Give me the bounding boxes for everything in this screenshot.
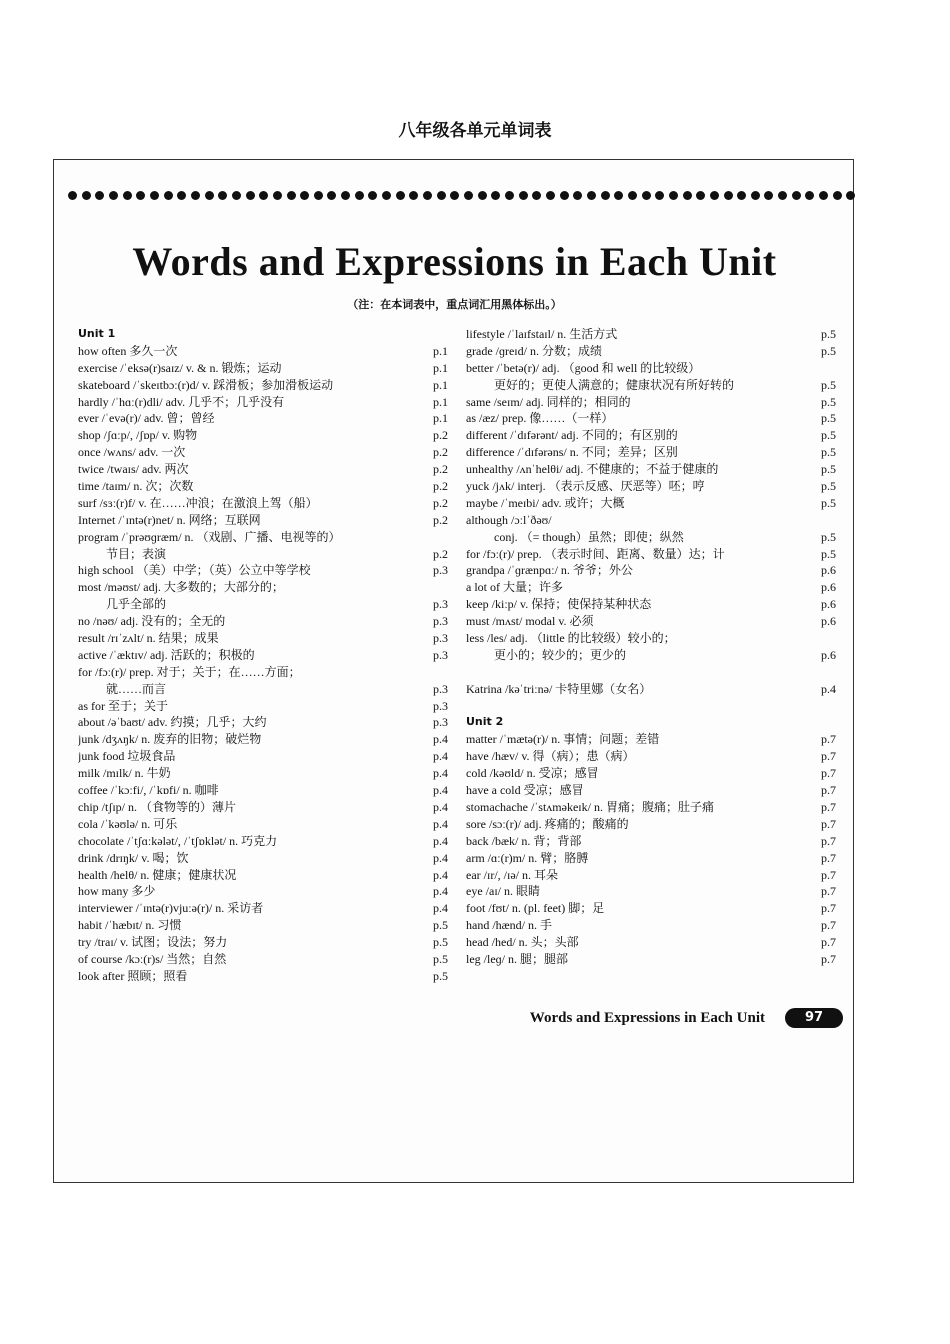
entry-page: p.2	[433, 479, 448, 494]
border-dot	[546, 191, 555, 200]
word-entry	[466, 613, 836, 630]
border-dot	[164, 191, 173, 200]
entry-text: leg /leɡ/ n. 腿；腿部	[466, 951, 568, 966]
entry-page: p.5	[821, 462, 836, 477]
entry-text: ear /ɪr/, /ɪə/ n. 耳朵	[466, 867, 558, 882]
border-dot	[150, 191, 159, 200]
border-dot	[382, 191, 391, 200]
entry-page: p.4	[433, 799, 448, 814]
entry-page: p.1	[433, 411, 448, 426]
word-entry	[78, 444, 448, 461]
border-dot	[560, 191, 569, 200]
word-entry	[78, 782, 448, 799]
entry-text: about /əˈbaʊt/ adv. 约摸；几乎；大约	[78, 715, 267, 730]
word-entry	[78, 765, 448, 782]
entry-text: program /ˈprəʊɡræm/ n. （戏剧、广播、电视等的）	[78, 529, 341, 544]
entry-text: result /rɪˈzʌlt/ n. 结果；成果	[78, 631, 219, 646]
border-dot	[396, 191, 405, 200]
border-dot	[696, 191, 705, 200]
border-dot	[573, 191, 582, 200]
entry-text: health /helθ/ n. 健康；健康状况	[78, 867, 237, 882]
word-entry	[78, 934, 448, 951]
entry-page: p.6	[821, 580, 836, 595]
entry-text: junk food 垃圾食品	[78, 749, 176, 764]
entry-text: 就……而言	[106, 681, 167, 696]
border-dot	[123, 191, 132, 200]
entry-text: 更小的；较少的；更少的	[494, 647, 627, 662]
scanned-page	[53, 159, 854, 1183]
border-dot	[177, 191, 186, 200]
entry-text: high school （美）中学；（英）公立中等学校	[78, 563, 311, 578]
footer-label: Words and Expressions in Each Unit	[529, 1010, 765, 1026]
entry-page: p.2	[433, 546, 448, 561]
entry-page: p.5	[433, 935, 448, 950]
word-entry	[466, 883, 836, 900]
entry-text: same /seɪm/ adj. 同样的；相同的	[466, 394, 631, 409]
right-word-column	[466, 326, 836, 968]
entry-text: chocolate /ˈtʃɑːkələt/, /ˈtʃɒklət/ n. 巧克力	[78, 833, 278, 848]
entry-text: habit /ˈhæbɪt/ n. 习惯	[78, 918, 182, 933]
word-entry	[466, 326, 836, 343]
entry-page: p.2	[433, 462, 448, 477]
entry-text: surf /sɜː(r)f/ v. 在……冲浪；在激浪上驾（船）	[78, 495, 318, 510]
entry-page: p.5	[821, 495, 836, 510]
word-entry	[78, 427, 448, 444]
border-dot	[68, 191, 77, 200]
word-entry	[466, 681, 836, 698]
entry-text: arm /ɑː(r)m/ n. 臂；胳膊	[466, 850, 589, 865]
entry-text: yuck /jʌk/ interj. （表示反感、厌恶等）呸；哼	[466, 479, 705, 494]
entry-page: p.4	[821, 681, 836, 696]
spacer	[466, 664, 836, 681]
border-dot	[82, 191, 91, 200]
border-dot	[764, 191, 773, 200]
unit-heading	[466, 714, 836, 731]
border-dot	[259, 191, 268, 200]
entry-text: time /taɪm/ n. 次；次数	[78, 479, 194, 494]
word-entry	[466, 782, 836, 799]
border-dot	[218, 191, 227, 200]
border-dot	[819, 191, 828, 200]
entry-text: better /ˈbetə(r)/ adj. （good 和 well 的比较级）	[466, 360, 701, 375]
entry-text: 更好的；更使人满意的；健康状况有所好转的	[494, 377, 735, 392]
border-dot	[287, 191, 296, 200]
entry-text: unhealthy /ʌnˈhelθi/ adj. 不健康的；不益于健康的	[466, 462, 719, 477]
entry-text: eye /aɪ/ n. 眼睛	[466, 884, 540, 899]
word-entry	[466, 799, 836, 816]
page-number-badge: 97	[785, 1008, 843, 1028]
entry-text: less /les/ adj. （little 的比较级）较小的；	[466, 631, 676, 646]
entry-page: p.7	[821, 732, 836, 747]
entry-page: p.1	[433, 394, 448, 409]
word-entry	[466, 512, 836, 529]
word-entry	[466, 529, 836, 546]
border-dot	[532, 191, 541, 200]
entry-page: p.7	[821, 901, 836, 916]
entry-text: keep /kiːp/ v. 保持；使保持某种状态	[466, 597, 652, 612]
border-dot	[737, 191, 746, 200]
entry-text: Internet /ˈɪntə(r)net/ n. 网络；互联网	[78, 512, 261, 527]
border-dot	[642, 191, 651, 200]
border-dot	[601, 191, 610, 200]
word-entry	[78, 461, 448, 478]
word-entry	[78, 917, 448, 934]
entry-page: p.7	[821, 749, 836, 764]
left-word-column	[78, 326, 448, 985]
entry-text: back /bæk/ n. 背；背部	[466, 833, 582, 848]
border-dot	[669, 191, 678, 200]
entry-page: p.7	[821, 783, 836, 798]
entry-text: as for 至于；关于	[78, 698, 168, 713]
entry-text: how often 多久一次	[78, 343, 178, 358]
entry-page: p.5	[821, 377, 836, 392]
word-entry	[78, 579, 448, 596]
word-entry	[466, 444, 836, 461]
entry-page: p.3	[433, 597, 448, 612]
entry-page: p.2	[433, 445, 448, 460]
entry-text: once /wʌns/ adv. 一次	[78, 445, 186, 460]
entry-text: cold /kəʊld/ n. 受凉；感冒	[466, 766, 599, 781]
word-entry	[466, 647, 836, 664]
entry-text: try /traɪ/ v. 试图；设法；努力	[78, 935, 228, 950]
entry-page: p.3	[433, 681, 448, 696]
entry-page: p.7	[821, 884, 836, 899]
entry-page: p.4	[433, 749, 448, 764]
entry-page: p.2	[433, 428, 448, 443]
entry-page: p.7	[821, 766, 836, 781]
word-entry	[466, 900, 836, 917]
border-dot	[327, 191, 336, 200]
entry-text: foot /fʊt/ n. (pl. feet) 脚；足	[466, 901, 605, 916]
word-entry	[78, 410, 448, 427]
word-entry	[78, 512, 448, 529]
border-dot	[300, 191, 309, 200]
entry-text: how many 多少	[78, 884, 156, 899]
entry-page: p.7	[821, 816, 836, 831]
entry-text: milk /mɪlk/ n. 牛奶	[78, 766, 171, 781]
word-entry	[466, 360, 836, 377]
entry-page: p.4	[433, 783, 448, 798]
entry-text: grandpa /ˈɡrænpɑː/ n. 爷爷；外公	[466, 563, 633, 578]
entry-text: sore /sɔː(r)/ adj. 疼痛的；酸痛的	[466, 816, 629, 831]
word-entry	[78, 394, 448, 411]
entry-text: hand /hænd/ n. 手	[466, 918, 552, 933]
word-entry	[78, 850, 448, 867]
entry-text: drink /drɪŋk/ v. 喝；饮	[78, 850, 189, 865]
border-dot	[683, 191, 692, 200]
entry-page: p.7	[821, 935, 836, 950]
word-entry	[466, 917, 836, 934]
entry-page: p.7	[821, 951, 836, 966]
border-dot	[246, 191, 255, 200]
border-dot	[614, 191, 623, 200]
entry-page: p.7	[821, 799, 836, 814]
border-dot	[355, 191, 364, 200]
entry-text: junk /dʒʌŋk/ n. 废弃的旧物；破烂物	[78, 732, 262, 747]
entry-page: p.7	[821, 918, 836, 933]
entry-text: Unit 1	[78, 327, 116, 340]
border-dot	[368, 191, 377, 200]
entry-text: of course /kɔː(r)s/ 当然；自然	[78, 951, 227, 966]
entry-page: p.4	[433, 816, 448, 831]
border-dot	[587, 191, 596, 200]
word-entry	[466, 394, 836, 411]
word-entry	[78, 360, 448, 377]
entry-text: ever /ˈevə(r)/ adv. 曾；曾经	[78, 411, 215, 426]
word-entry	[78, 883, 448, 900]
entry-text: for /fɔː(r)/ prep. （表示时间、距离、数量）达；计	[466, 546, 725, 561]
word-entry	[466, 546, 836, 563]
entry-page: p.3	[433, 647, 448, 662]
entry-text: have a cold 受凉；感冒	[466, 783, 584, 798]
entry-page: p.5	[821, 394, 836, 409]
word-entry	[78, 698, 448, 715]
word-entry	[466, 951, 836, 968]
entry-text: most /məʊst/ adj. 大多数的；大部分的；	[78, 580, 284, 595]
entry-page: p.5	[821, 546, 836, 561]
border-dot	[655, 191, 664, 200]
entry-text: different /ˈdɪfərənt/ adj. 不同的；有区别的	[466, 428, 678, 443]
word-entry	[78, 714, 448, 731]
entry-page: p.4	[433, 766, 448, 781]
word-entry	[466, 816, 836, 833]
word-entry	[466, 833, 836, 850]
entry-text: for /fɔː(r)/ prep. 对于；关于；在……方面；	[78, 664, 301, 679]
entry-text: cola /ˈkəʊlə/ n. 可乐	[78, 816, 178, 831]
entry-page: p.6	[821, 647, 836, 662]
entry-page: p.2	[433, 495, 448, 510]
entry-text: Unit 2	[466, 715, 504, 729]
entry-text: a lot of 大量；许多	[466, 580, 563, 595]
word-entry	[466, 579, 836, 596]
word-entry	[466, 377, 836, 394]
word-entry	[466, 867, 836, 884]
entry-page: p.6	[821, 597, 836, 612]
entry-text: although /ɔːlˈðəʊ/	[466, 512, 552, 527]
border-dot	[833, 191, 842, 200]
word-entry	[78, 951, 448, 968]
entry-page: p.2	[433, 512, 448, 527]
entry-text: stomachache /ˈstʌməkeɪk/ n. 胃痛；腹痛；肚子痛	[466, 799, 714, 814]
word-entry	[78, 799, 448, 816]
word-entry	[78, 596, 448, 613]
word-entry	[78, 681, 448, 698]
border-dot	[628, 191, 637, 200]
word-entry	[466, 934, 836, 951]
word-entry	[78, 900, 448, 917]
word-entry	[78, 495, 448, 512]
word-entry	[466, 562, 836, 579]
entry-page: p.3	[433, 715, 448, 730]
word-entry	[78, 343, 448, 360]
entry-text: coffee /ˈkɔːfi/, /ˈkɒfi/ n. 咖啡	[78, 783, 219, 798]
heading-note: （注：在本词表中，重点词汇用黑体标出。）	[347, 298, 562, 311]
entry-page: p.7	[821, 833, 836, 848]
border-dot	[314, 191, 323, 200]
page-heading: Words and Expressions in Each Unit	[132, 239, 777, 284]
border-dot	[409, 191, 418, 200]
entry-text: Katrina /kəˈtriːnə/ 卡特里娜（女名）	[466, 681, 652, 696]
document-title: 八年级各单元单词表	[398, 121, 552, 141]
entry-page: p.6	[821, 614, 836, 629]
border-dot	[464, 191, 473, 200]
entry-text: conj. （= though）虽然；即使；纵然	[494, 529, 684, 544]
entry-page: p.6	[821, 563, 836, 578]
entry-text: no /nəʊ/ adj. 没有的；全无的	[78, 614, 226, 629]
border-dot	[710, 191, 719, 200]
entry-page: p.3	[433, 563, 448, 578]
word-entry	[466, 461, 836, 478]
word-entry	[78, 833, 448, 850]
word-entry	[466, 748, 836, 765]
word-entry	[78, 647, 448, 664]
word-entry	[78, 968, 448, 985]
entry-text: twice /twaɪs/ adv. 两次	[78, 462, 189, 477]
border-dot	[191, 191, 200, 200]
entry-text: maybe /ˈmeɪbi/ adv. 或许；大概	[466, 495, 625, 510]
border-dot	[805, 191, 814, 200]
entry-page: p.1	[433, 343, 448, 358]
border-dot	[724, 191, 733, 200]
word-entry	[78, 377, 448, 394]
border-dot	[136, 191, 145, 200]
entry-page: p.3	[433, 698, 448, 713]
word-entry	[78, 816, 448, 833]
border-dot	[778, 191, 787, 200]
entry-text: exercise /ˈeksə(r)saɪz/ v. & n. 锻炼；运动	[78, 360, 282, 375]
entry-text: as /æz/ prep. 像……（一样）	[466, 411, 614, 426]
entry-text: hardly /ˈhɑː(r)dli/ adv. 几乎不；几乎没有	[78, 394, 285, 409]
entry-page: p.4	[433, 867, 448, 882]
word-entry	[466, 495, 836, 512]
entry-text: difference /ˈdɪfərəns/ n. 不同；差异；区别	[466, 445, 678, 460]
word-entry	[466, 343, 836, 360]
border-dot	[751, 191, 760, 200]
entry-text: skateboard /ˈskeɪtbɔː(r)d/ v. 踩滑板；参加滑板运动	[78, 377, 334, 392]
page-footer	[54, 1008, 855, 1030]
border-dot	[341, 191, 350, 200]
entry-page: p.5	[821, 529, 836, 544]
entry-page: p.4	[433, 833, 448, 848]
entry-text: interviewer /ˈɪntə(r)vjuːə(r)/ n. 采访者	[78, 901, 264, 916]
border-dot	[95, 191, 104, 200]
word-entry	[78, 478, 448, 495]
entry-page: p.5	[821, 445, 836, 460]
entry-text: matter /ˈmætə(r)/ n. 事情；问题；差错	[466, 732, 660, 747]
word-entry	[466, 478, 836, 495]
entry-page: p.4	[433, 884, 448, 899]
dotted-border	[68, 184, 856, 206]
border-dot	[792, 191, 801, 200]
entry-text: 几乎全部的	[106, 597, 167, 612]
entry-text: must /mʌst/ modal v. 必须	[466, 614, 594, 629]
entry-page: p.4	[433, 850, 448, 865]
entry-page: p.1	[433, 360, 448, 375]
border-dot	[273, 191, 282, 200]
entry-page: p.5	[433, 968, 448, 983]
border-dot	[519, 191, 528, 200]
word-entry	[466, 850, 836, 867]
entry-page: p.1	[433, 377, 448, 392]
word-entry	[78, 748, 448, 765]
border-dot	[423, 191, 432, 200]
entry-text: grade /ɡreɪd/ n. 分数；成绩	[466, 343, 602, 358]
word-entry	[78, 529, 448, 546]
word-entry	[466, 427, 836, 444]
entry-page: p.5	[821, 343, 836, 358]
border-dot	[437, 191, 446, 200]
entry-text: active /ˈæktɪv/ adj. 活跃的；积极的	[78, 647, 255, 662]
entry-text: have /hæv/ v. 得（病）；患（病）	[466, 749, 635, 764]
border-dot	[109, 191, 118, 200]
entry-page: p.5	[821, 479, 836, 494]
word-entry	[466, 731, 836, 748]
entry-text: look after 照顾；照看	[78, 968, 188, 983]
spacer	[466, 698, 836, 715]
word-entry	[466, 630, 836, 647]
entry-page: p.5	[433, 951, 448, 966]
border-dot	[846, 191, 855, 200]
entry-page: p.7	[821, 850, 836, 865]
word-entry	[78, 562, 448, 579]
border-dot	[478, 191, 487, 200]
word-entry	[78, 630, 448, 647]
entry-page: p.5	[821, 428, 836, 443]
word-entry	[78, 613, 448, 630]
border-dot	[505, 191, 514, 200]
entry-page: p.4	[433, 901, 448, 916]
entry-page: p.5	[821, 411, 836, 426]
entry-page: p.3	[433, 614, 448, 629]
word-entry	[466, 765, 836, 782]
border-dot	[450, 191, 459, 200]
entry-page: p.7	[821, 867, 836, 882]
entry-text: 节目；表演	[106, 546, 167, 561]
border-dot	[205, 191, 214, 200]
entry-text: shop /ʃɑːp/, /ʃɒp/ v. 购物	[78, 428, 198, 443]
entry-page: p.5	[433, 918, 448, 933]
unit-heading	[78, 326, 448, 343]
entry-text: lifestyle /ˈlaɪfstaɪl/ n. 生活方式	[466, 327, 618, 341]
word-entry	[466, 410, 836, 427]
entry-page: p.5	[821, 327, 836, 341]
word-entry	[78, 546, 448, 563]
border-dot	[491, 191, 500, 200]
entry-text: chip /tʃɪp/ n. （食物等的）薄片	[78, 799, 236, 814]
word-entry	[78, 664, 448, 681]
word-entry	[78, 731, 448, 748]
entry-page: p.4	[433, 732, 448, 747]
border-dot	[232, 191, 241, 200]
entry-page: p.3	[433, 631, 448, 646]
word-entry	[466, 596, 836, 613]
word-entry	[78, 867, 448, 884]
entry-text: head /hed/ n. 头；头部	[466, 935, 579, 950]
